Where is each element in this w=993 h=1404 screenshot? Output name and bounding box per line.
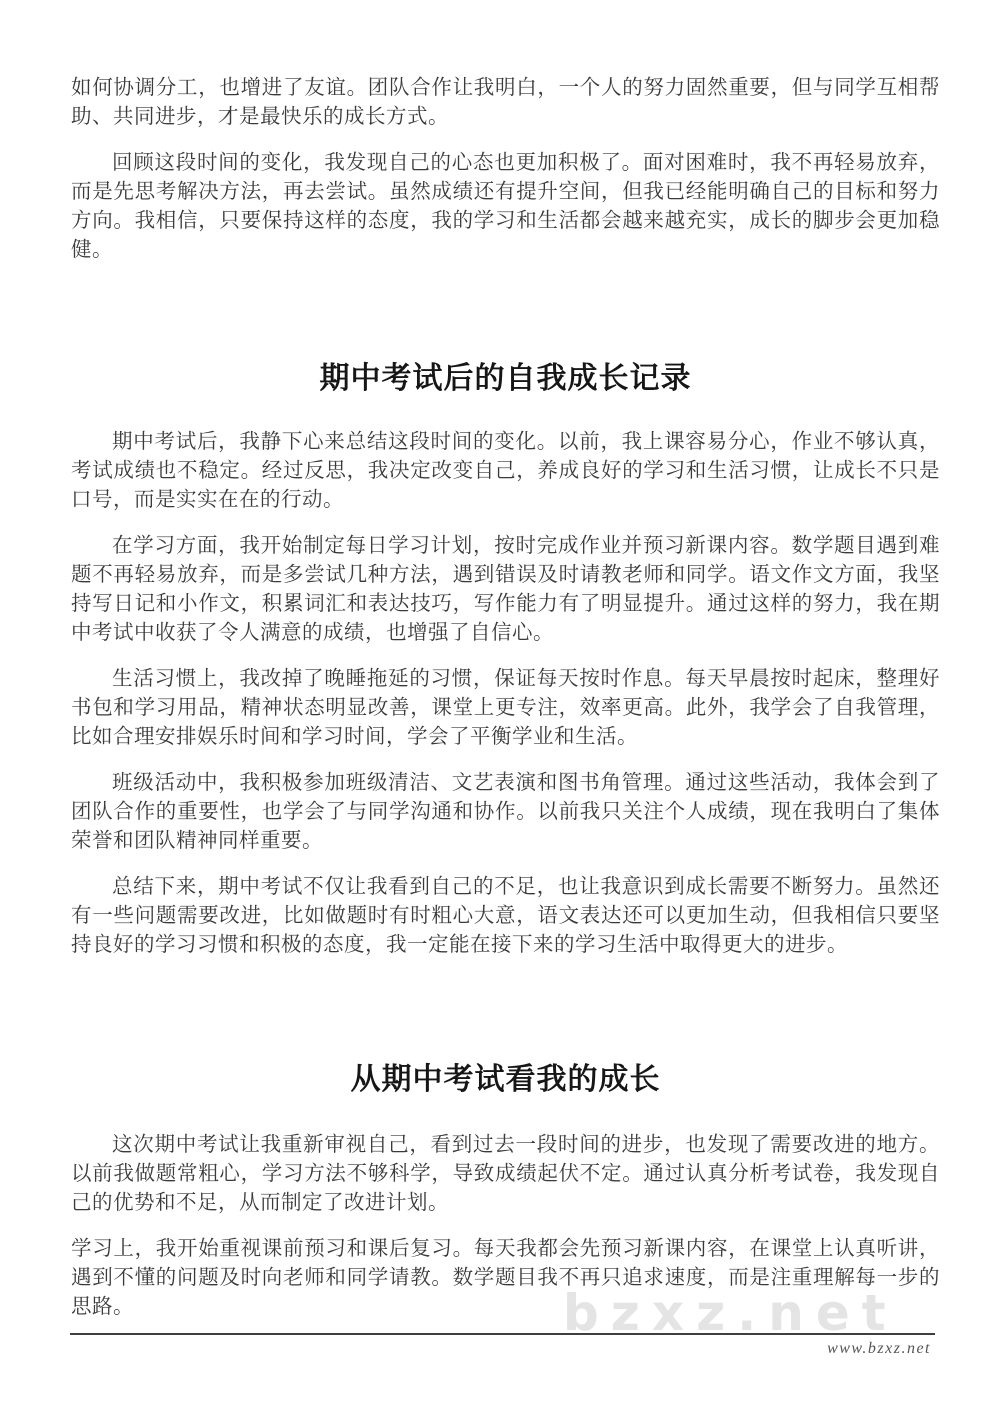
essay1-paragraph: 生活习惯上，我改掉了晚睡拖延的习惯，保证每天按时作息。每天早晨按时起床，整理好书包和学习用品，精神状态明显改善，课堂上更专注，效率更高。此外，我学会了自我管理，比如合理安排娱乐时间和学习时间，学会了平衡学业和生活。 (71, 668, 940, 748)
essay1-paragraph: 班级活动中，我积极参加班级清洁、文艺表演和图书角管理。通过这些活动，我体会到了团队合作的重要性，也学会了与同学沟通和协作。以前我只关注个人成绩，现在我明白了集体荣誉和团队精神同样重要。 (71, 772, 940, 852)
footer-site-url: www.bzxz.net (827, 1340, 931, 1357)
essay1-title: 期中考试后的自我成长记录 (319, 362, 692, 395)
intro-paragraph-continuation: 如何协调分工，也增进了友谊。团队合作让我明白，一个人的努力固然重要，但与同学互相帮助、共同进步，才是最快乐的成长方式。 (71, 77, 940, 128)
intro-paragraph: 回顾这段时间的变化，我发现自己的心态也更加积极了。面对困难时，我不再轻易放弃，而是先思考解决方法，再去尝试。虽然成绩还有提升空间，但我已经能明确自己的目标和努力方向。我相信，只要保持这样的态度，我的学习和生活都会越来越充实，成长的脚步会更加稳健。 (71, 152, 940, 261)
essay1-paragraph: 期中考试后，我静下心来总结这段时间的变化。以前，我上课容易分心，作业不够认真，考试成绩也不稳定。经过反思，我决定改变自己，养成良好的学习和生活习惯，让成长不只是口号，而是实实在在的行动。 (71, 431, 940, 511)
site-watermark: bzxz.net (563, 1284, 898, 1342)
essay1-paragraph: 在学习方面，我开始制定每日学习计划，按时完成作业并预习新课内容。数学题目遇到难题不再轻易放弃，而是多尝试几种方法，遇到错误及时请教老师和同学。语文作文方面，我坚持写日记和小作文，积累词汇和表达技巧，写作能力有了明显提升。通过这样的努力，我在期中考试中收获了令人满意的成绩，也增强了自信心。 (71, 535, 940, 644)
essay2-paragraph-flush: 学习上，我开始重视课前预习和课后复习。每天我都会先预习新课内容，在课堂上认真听讲，遇到不懂的问题及时向老师和同学请教。数学题目我不再只追求速度，而是注重理解每一步的思路。 (71, 1238, 940, 1318)
essay2-title: 从期中考试看我的成长 (350, 1063, 661, 1096)
footer-divider (70, 1333, 935, 1335)
document-content (71, 74, 940, 1342)
essay2-paragraph: 这次期中考试让我重新审视自己，看到过去一段时间的进步，也发现了需要改进的地方。以前我做题常粗心，学习方法不够科学，导致成绩起伏不定。通过认真分析考试卷，我发现自己的优势和不足，从而制定了改进计划。 (71, 1134, 940, 1214)
essay1-paragraph: 总结下来，期中考试不仅让我看到自己的不足，也让我意识到成长需要不断努力。虽然还有一些问题需要改进，比如做题时有时粗心大意，语文表达还可以更加生动，但我相信只要坚持良好的学习习惯和积极的态度，我一定能在接下来的学习生活中取得更大的进步。 (71, 876, 940, 956)
